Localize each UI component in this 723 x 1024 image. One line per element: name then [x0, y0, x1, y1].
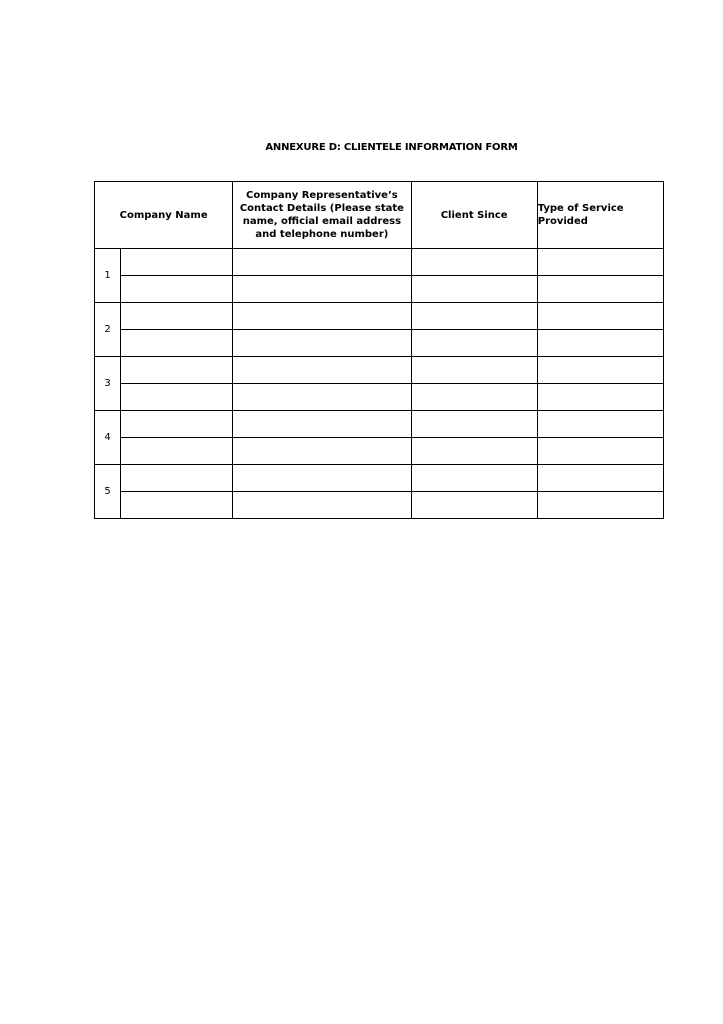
table-row [95, 384, 664, 411]
service-type-cell[interactable] [537, 438, 663, 465]
company-name-cell[interactable] [121, 465, 233, 492]
service-type-cell[interactable] [537, 384, 663, 411]
table-row [95, 411, 664, 438]
row-number: 1 [95, 249, 121, 303]
row-number: 5 [95, 465, 121, 519]
table-row [95, 492, 664, 519]
clientele-table [94, 181, 664, 519]
client-since-cell[interactable] [411, 330, 537, 357]
company-name-cell[interactable] [121, 384, 233, 411]
client-since-cell[interactable] [411, 357, 537, 384]
table-row [95, 276, 664, 303]
client-since-cell[interactable] [411, 249, 537, 276]
company-name-cell[interactable] [121, 276, 233, 303]
representative-cell[interactable] [233, 303, 411, 330]
header-client-since: Client Since [411, 182, 537, 249]
service-type-cell[interactable] [537, 276, 663, 303]
table-row [95, 249, 664, 276]
service-type-cell[interactable] [537, 465, 663, 492]
representative-cell[interactable] [233, 465, 411, 492]
client-since-cell[interactable] [411, 411, 537, 438]
table-header-row [95, 182, 664, 249]
company-name-cell[interactable] [121, 492, 233, 519]
company-name-cell[interactable] [121, 411, 233, 438]
company-name-cell[interactable] [121, 438, 233, 465]
client-since-cell[interactable] [411, 303, 537, 330]
company-name-cell[interactable] [121, 249, 233, 276]
representative-cell[interactable] [233, 411, 411, 438]
table-row [95, 303, 664, 330]
service-type-cell[interactable] [537, 330, 663, 357]
header-company-name: Company Name [95, 182, 233, 249]
form-title: ANNEXURE D: CLIENTELE INFORMATION FORM [265, 142, 518, 153]
representative-cell[interactable] [233, 330, 411, 357]
company-name-cell[interactable] [121, 303, 233, 330]
company-name-cell[interactable] [121, 330, 233, 357]
client-since-cell[interactable] [411, 438, 537, 465]
service-type-cell[interactable] [537, 357, 663, 384]
representative-cell[interactable] [233, 276, 411, 303]
representative-cell[interactable] [233, 357, 411, 384]
table-row [95, 330, 664, 357]
company-name-cell[interactable] [121, 357, 233, 384]
table-row [95, 465, 664, 492]
header-representative-contact: Company Representative’s Contact Details (Please state name, official email address and telephone number) [233, 182, 411, 249]
representative-cell[interactable] [233, 384, 411, 411]
table-row [95, 357, 664, 384]
service-type-cell[interactable] [537, 492, 663, 519]
client-since-cell[interactable] [411, 492, 537, 519]
row-number: 2 [95, 303, 121, 357]
representative-cell[interactable] [233, 492, 411, 519]
row-number: 3 [95, 357, 121, 411]
service-type-cell[interactable] [537, 249, 663, 276]
client-since-cell[interactable] [411, 465, 537, 492]
client-since-cell[interactable] [411, 276, 537, 303]
header-service-type: Type of Service Provided [537, 182, 663, 249]
representative-cell[interactable] [233, 249, 411, 276]
table-row [95, 438, 664, 465]
service-type-cell[interactable] [537, 303, 663, 330]
representative-cell[interactable] [233, 438, 411, 465]
row-number: 4 [95, 411, 121, 465]
client-since-cell[interactable] [411, 384, 537, 411]
service-type-cell[interactable] [537, 411, 663, 438]
